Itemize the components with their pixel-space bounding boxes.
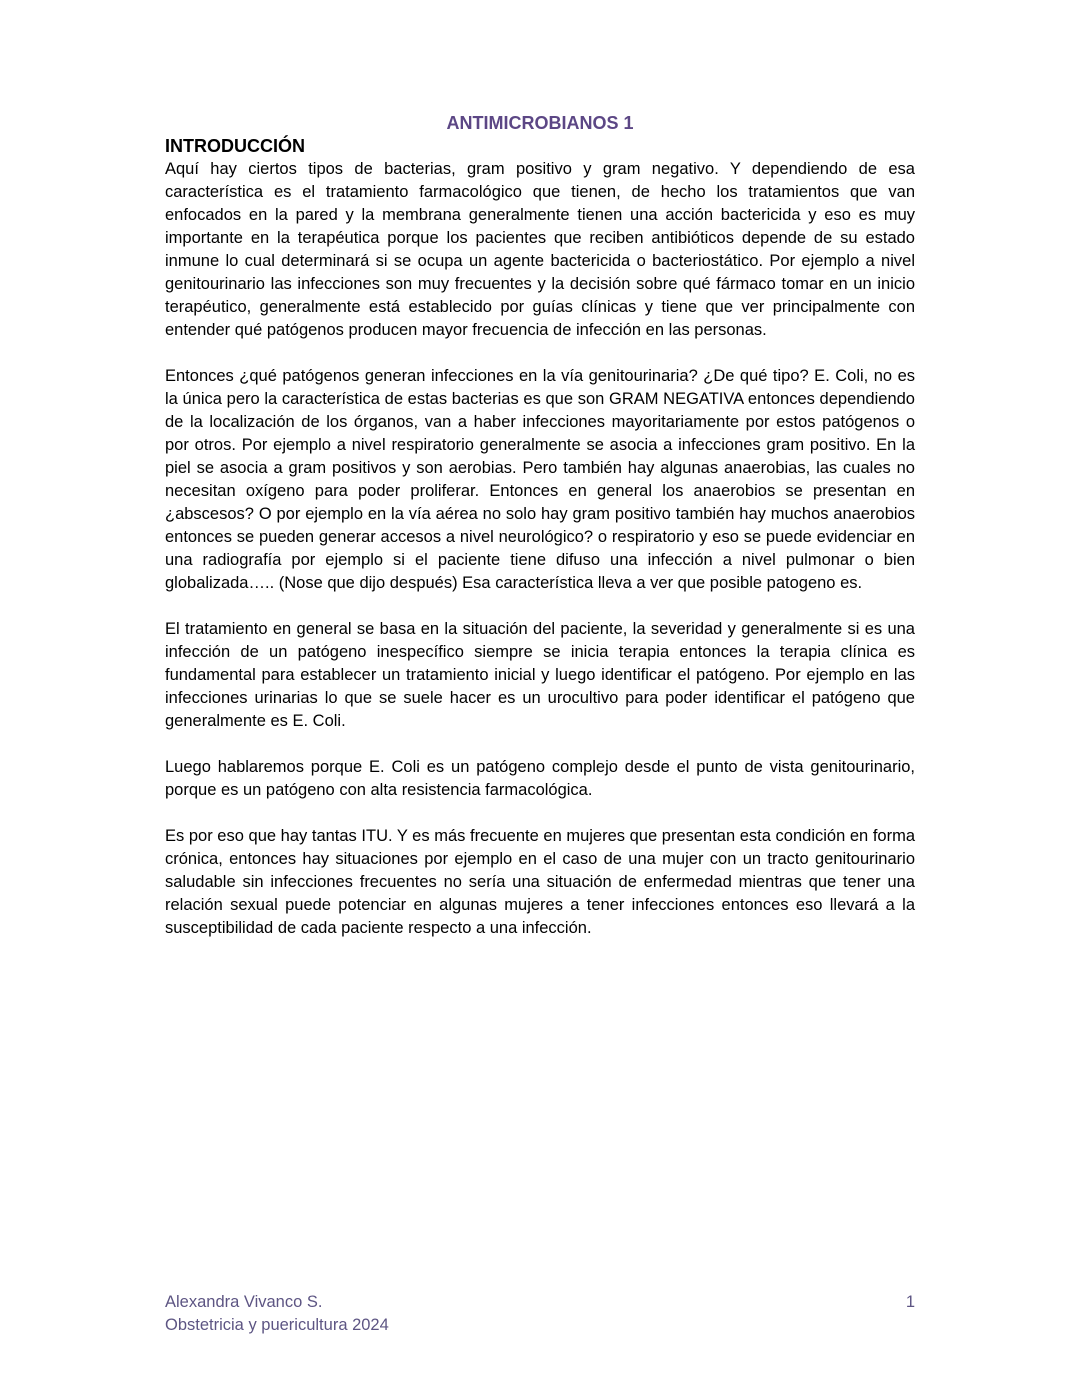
page-number: 1 xyxy=(905,1293,915,1311)
document-title: ANTIMICROBIANOS 1 xyxy=(446,113,634,133)
paragraph: Es por eso que hay tantas ITU. Y es más frecuente en mujeres que presentan esta condición en forma crónica, entonces hay situaciones por ejemplo en el caso de una mujer con un tracto genitourinario saludable sin infecciones frecuentes no sería una situación de enfermedad mientras que tener una relación sexual puede potenciar en algunas mujeres a tener infecciones entonces eso llevará a la susceptibilidad de cada paciente respecto a una infección. xyxy=(165,827,915,937)
page-footer xyxy=(165,1291,915,1337)
footer-author: Alexandra Vivanco S. xyxy=(165,1293,323,1311)
footer-course: Obstetricia y puericultura 2024 xyxy=(165,1316,389,1334)
paragraph: El tratamiento en general se basa en la situación del paciente, la severidad y generalmente si es una infección de un patógeno inespecífico siempre se inicia terapia entonces la terapia clínica es fundamental para establecer un tratamiento inicial y luego identificar el patógeno. Por ejemplo en las infecciones urinarias lo que se suele hacer es un urocultivo para poder identificar el patógeno que generalmente es E. Coli. xyxy=(165,620,915,730)
paragraph: Entonces ¿qué patógenos generan infecciones en la vía genitourinaria? ¿De qué tipo? E. Coli, no es la única pero la característica de estas bacterias es que son GRAM NEGATIVA entonces dependiendo de la localización de los órganos, van a haber infecciones mayoritariamente por estos patógenos o por otros. Por ejemplo a nivel respiratorio generalmente se asocia a infecciones gram positivo. En la piel se asocia a gram positivos y son aerobias. Pero también hay algunas anaerobias, las cuales no necesitan oxígeno para poder proliferar. Entonces en general los anaerobios se presentan en ¿abscesos? O por ejemplo en la vía aérea no solo hay gram positivo también hay muchos anaerobios entonces se pueden generar accesos a nivel neurológico? o respiratorio y eso se puede evidenciar en una radiografía por ejemplo si el paciente tiene difuso una infección a nivel pulmonar o bien globalizada….. (Nose que dijo después) Esa característica lleva a ver que posible patogeno es. xyxy=(165,367,915,592)
document-body xyxy=(165,112,915,940)
footer-author-row xyxy=(165,1291,915,1314)
paragraph: Luego hablaremos porque E. Coli es un patógeno complejo desde el punto de vista genitourinario, porque es un patógeno con alta resistencia farmacológica. xyxy=(165,758,915,799)
section-heading-introduccion: INTRODUCCIÓN xyxy=(165,136,305,156)
paragraph: Aquí hay ciertos tipos de bacterias, gram positivo y gram negativo. Y dependiendo de esa característica es el tratamiento farmacológico que tienen, de hecho los tratamientos que van enfocados en la pared y la membrana generalmente tienen una acción bactericida y eso es muy importante en la terapéutica porque los pacientes que reciben antibióticos depende de su estado inmune lo cual determinará si se ocupa un agente bactericida o bacteriostático. Por ejemplo a nivel genitourinario las infecciones son muy frecuentes y la decisión sobre qué fármaco tomar en un inicio terapéutico, generalmente está establecido por guías clínicas y tiene que ver principalmente con entender qué patógenos producen mayor frecuencia de infección en las personas. xyxy=(165,160,915,339)
footer-course-row xyxy=(165,1314,915,1337)
